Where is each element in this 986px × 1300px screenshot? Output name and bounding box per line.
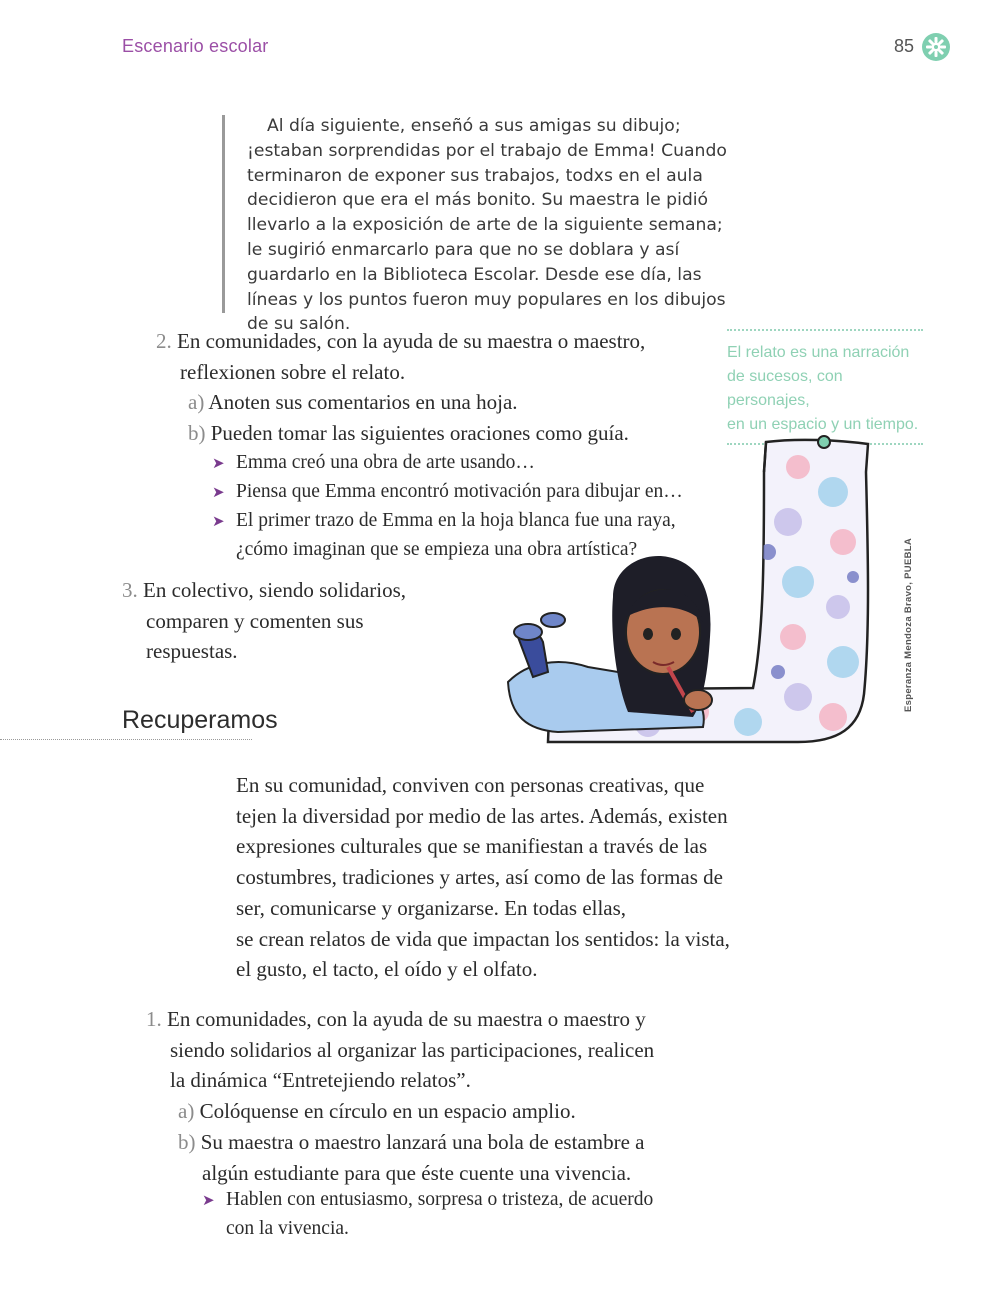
activity-1a-letter: a) [178,1099,195,1124]
activity-1b-letter: b) [178,1129,196,1154]
paragraph-line: expresiones culturales que se manifiestan a través de las [236,834,708,859]
activity-2 [156,326,716,449]
bullet-3: El primer trazo de Emma en la hoja blanca fue una raya, [236,510,676,531]
triangle-bullet-icon: ➤ [202,1193,215,1209]
recuperamos-paragraph [236,770,756,985]
activity-2a-text: Anoten sus comentarios en una hoja. [208,390,518,415]
illustration-credit: Esperanza Mendoza Bravo, PUEBLA [903,537,914,712]
activity-2b-letter: b) [188,421,206,446]
triangle-bullet-icon: ➤ [212,485,225,501]
activity-2-line1: En comunidades, con la ayuda de su maestra o maestro, [177,329,646,353]
activity-3 [122,575,442,667]
side-note [727,329,923,445]
activity-1-line2: siendo solidarios al organizar las participaciones, realicen [170,1037,655,1062]
activity-1-bullet: Hablen con entusiasmo, sorpresa o tristeza, de acuerdo [226,1189,654,1210]
triangle-bullet-icon: ➤ [212,514,225,530]
section-title: Escenario escolar [122,36,269,56]
activity-2-number: 2. [156,329,172,353]
gear-icon [922,33,950,61]
activity-1b-text2: algún estudiante para que éste cuente una vivencia. [202,1160,632,1185]
activity-3-line2: comparen y comenten sus [146,608,364,633]
activity-1b-text1: Su maestra o maestro lanzará una bola de estambre a [200,1129,645,1154]
girl-drawing-illustration [498,432,908,750]
activity-1-line3: la dinámica “Entretejiendo relatos”. [170,1068,471,1093]
paragraph-line: costumbres, tradiciones y artes, así como de las formas de [236,865,723,890]
activity-1-number: 1. [146,1007,162,1031]
activity-2-line2: reflexionen sobre el relato. [180,359,406,384]
bullet-2: Piensa que Emma encontró motivación para dibujar en… [236,481,683,502]
paragraph-line: el gusto, el tacto, el oído y el olfato. [236,957,538,982]
side-note-line1: El relato es una narración [727,344,910,361]
girl-figure [508,556,712,732]
story-text: Al día siguiente, enseñó a sus amigas su dibujo; ¡estaban sorprendidas por el trabajo de Emma! Cuando terminaron de exponer sus trabajos, todxs en el aula decidieron que era el más bonito. Su maestra le pidió llevarlo a la exposición de arte de la siguiente semana; le sugirió enmarcarlo para que no se doblara y así guardarlo en la Biblioteca Escolar. Desde ese día, las líneas y los puntos fueron muy populares en los dibujos de su salón. [247,116,727,335]
paragraph-line: se crean relatos de vida que impactan los sentidos: la vista, [236,926,730,951]
triangle-bullet-icon: ➤ [212,456,225,472]
activity-3-line3: respuestas. [146,639,238,664]
side-note-line2: de sucesos, con personajes, [727,368,843,409]
bullet-1: Emma creó una obra de arte usando… [236,452,535,473]
activity-1 [146,1004,706,1188]
bullet-3-continuation: ¿cómo imaginan que se empieza una obra artística? [236,539,638,560]
story-excerpt [247,114,737,337]
page-number: 85 [894,36,915,56]
heading-divider [0,739,252,740]
quote-bar [222,115,225,313]
activity-1-bullet-continuation: con la vivencia. [226,1218,349,1239]
activity-1-line1: En comunidades, con la ayuda de su maestra o maestro y [167,1007,646,1031]
activity-3-line1: En colectivo, siendo solidarios, [143,578,407,602]
activity-1a-text: Colóquense en círculo en un espacio amplio. [199,1099,576,1124]
side-note-line3: en un espacio y un tiempo. [727,416,919,433]
paragraph-line: ser, comunicarse y organizarse. En todas ellas, [236,895,627,920]
activity-2b-text: Pueden tomar las siguientes oraciones como guía. [210,421,629,446]
paragraph-line: tejen la diversidad por medio de las artes. Además, existen [236,803,728,828]
activity-2a-letter: a) [188,390,205,415]
paragraph-line: En su comunidad, conviven con personas creativas, que [236,773,705,797]
activity-1-bullets [202,1186,702,1242]
activity-3-number: 3. [122,578,138,602]
section-heading-recuperamos: Recuperamos [122,706,278,734]
